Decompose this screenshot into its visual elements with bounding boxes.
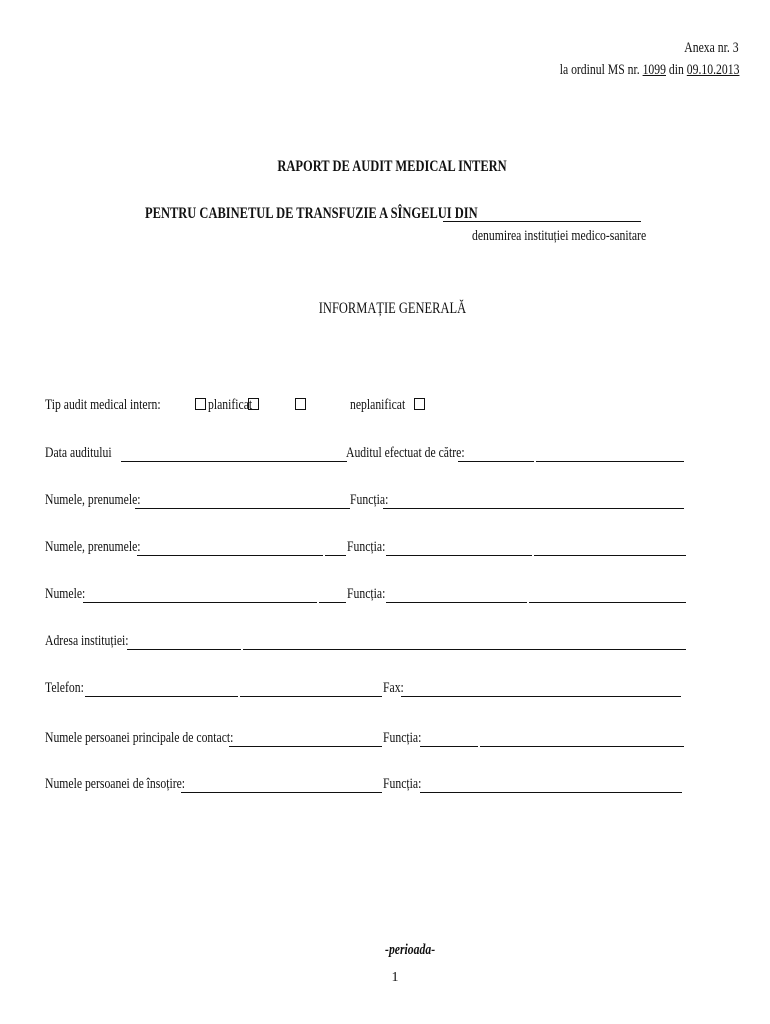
auditor3-func-field-b[interactable] — [529, 602, 686, 603]
unplanned-label: neplanificat — [350, 397, 406, 413]
blank-checkbox[interactable] — [295, 398, 306, 410]
auditor2-func-field-a[interactable] — [386, 555, 532, 556]
audit-by-field-a[interactable] — [458, 461, 534, 462]
auditor1-name-field[interactable] — [135, 508, 350, 509]
document-subtitle: PENTRU CABINETUL DE TRANSFUZIE A SÎNGELUI DIN — [145, 205, 478, 222]
auditor3-name-field-a[interactable] — [83, 602, 317, 603]
auditor2-name-field-b[interactable] — [325, 555, 346, 556]
escort-label: Numele persoanei de însoțire: — [45, 776, 186, 792]
planned-checkbox-2[interactable] — [248, 398, 259, 410]
order-number: 1099 — [642, 62, 666, 78]
contact-name-field[interactable] — [229, 746, 382, 747]
phone-fax-row — [45, 680, 705, 700]
audit-date-label: Data auditului — [45, 445, 112, 461]
address-field-a[interactable] — [127, 649, 241, 650]
escort-func-field[interactable] — [420, 792, 682, 793]
order-date: 09.10.2013 — [686, 62, 739, 78]
audit-by-label: Auditul efectuat de către: — [346, 445, 465, 461]
audit-type-label: Tip audit medical intern: — [45, 397, 161, 413]
auditor2-name-label: Numele, prenumele: — [45, 539, 141, 555]
page-number: 1 — [391, 970, 399, 985]
audit-date-row — [45, 445, 705, 465]
annex-number: Anexa nr. 3 — [684, 40, 739, 56]
planned-label: planificat — [208, 397, 253, 413]
auditor1-name-label: Numele, prenumele: — [45, 492, 141, 508]
auditor2-func-label: Funcția: — [347, 539, 386, 555]
contact-func-field-b[interactable] — [480, 746, 684, 747]
audit-by-field-b[interactable] — [536, 461, 684, 462]
audit-date-field[interactable] — [121, 461, 347, 462]
phone-field-b[interactable] — [240, 696, 382, 697]
auditor3-name-label: Numele: — [45, 586, 86, 602]
unplanned-checkbox[interactable] — [414, 398, 425, 410]
auditor1-func-label: Funcția: — [350, 492, 389, 508]
escort-row — [45, 776, 705, 796]
address-row — [45, 633, 705, 653]
auditor3-func-field-a[interactable] — [386, 602, 527, 603]
contact-row — [45, 730, 705, 750]
section-title: INFORMAȚIE GENERALĂ — [318, 300, 467, 317]
auditor2-name-field-a[interactable] — [137, 555, 323, 556]
auditor3-row — [45, 586, 705, 606]
phone-label: Telefon: — [45, 680, 84, 696]
order-mid: din — [665, 62, 687, 78]
address-label: Adresa instituției: — [45, 633, 129, 649]
annex-order-reference — [509, 62, 739, 79]
contact-func-label: Funcția: — [383, 730, 422, 746]
auditor2-row — [45, 539, 705, 559]
auditor2-func-field-b[interactable] — [534, 555, 686, 556]
planned-checkbox[interactable] — [195, 398, 206, 410]
fax-field[interactable] — [401, 696, 681, 697]
escort-name-field[interactable] — [181, 792, 382, 793]
auditor3-func-label: Funcția: — [347, 586, 386, 602]
auditor1-row — [45, 492, 705, 512]
institution-name-note: denumirea instituției medico-sanitare — [472, 228, 647, 244]
period-footer: -perioada- — [384, 942, 436, 958]
address-field-b[interactable] — [243, 649, 686, 650]
auditor1-func-field[interactable] — [383, 508, 684, 509]
auditor3-name-field-b[interactable] — [319, 602, 346, 603]
fax-label: Fax: — [383, 680, 404, 696]
order-prefix: la ordinul MS nr. — [559, 62, 643, 78]
phone-field-a[interactable] — [85, 696, 238, 697]
contact-func-field-a[interactable] — [420, 746, 478, 747]
contact-label: Numele persoanei principale de contact: — [45, 730, 234, 746]
audit-type-row — [45, 397, 445, 417]
escort-func-label: Funcția: — [383, 776, 422, 792]
institution-name-line[interactable] — [443, 221, 641, 222]
document-title: RAPORT DE AUDIT MEDICAL INTERN — [277, 158, 508, 175]
